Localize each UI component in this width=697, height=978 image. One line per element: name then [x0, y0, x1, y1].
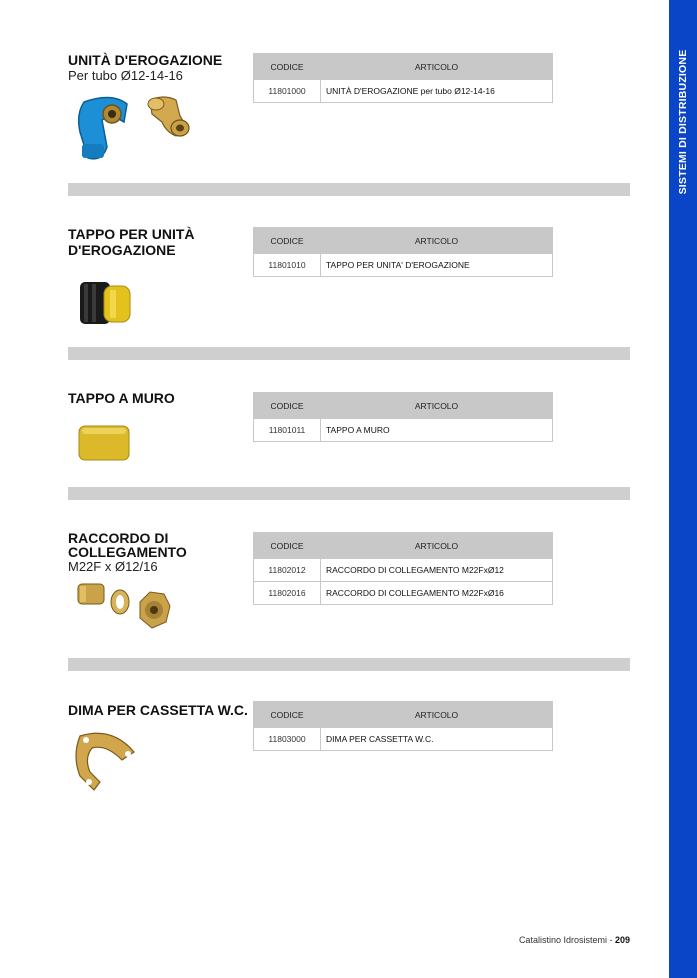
table-row [254, 728, 553, 751]
table-row [254, 419, 553, 442]
table-row [254, 559, 553, 582]
brass-nut-image [140, 592, 170, 628]
col-header-article: ARTICOLO [321, 393, 553, 419]
brass-ring-image [111, 590, 129, 614]
cell-article: DIMA PER CASSETTA W.C. [321, 728, 553, 751]
table-row [254, 254, 553, 277]
product-image-tappo-unita [76, 278, 136, 328]
product-table [253, 532, 553, 605]
cell-code: 11802016 [254, 582, 321, 605]
page-number: 209 [614, 935, 630, 945]
col-header-article: ARTICOLO [321, 533, 553, 559]
product-table [253, 53, 553, 103]
side-tab-label: SISTEMI DI DISTRIBUZIONE [677, 49, 689, 195]
table-row [254, 582, 553, 605]
cell-article: RACCORDO DI COLLEGAMENTO M22FxØ12 [321, 559, 553, 582]
footer-text: Catalistino Idrosistemi - [518, 935, 615, 945]
col-header-code: CODICE [254, 533, 321, 559]
section-title-line2: D'EROGAZIONE [68, 242, 176, 258]
table-row [254, 80, 553, 103]
section-divider [68, 183, 630, 196]
col-header-code: CODICE [254, 54, 321, 80]
cell-code: 11801011 [254, 419, 321, 442]
product-image-unita-erogazione [72, 92, 197, 167]
col-header-article: ARTICOLO [321, 228, 553, 254]
col-header-code: CODICE [254, 228, 321, 254]
section-subtitle: M22F x Ø12/16 [68, 559, 158, 574]
section-title-line1: TAPPO PER UNITÀ [68, 226, 195, 242]
cell-code: 11802012 [254, 559, 321, 582]
product-table [253, 227, 553, 277]
blue-elbow-image [79, 97, 127, 158]
product-image-dima [72, 726, 142, 794]
section-title-line2: COLLEGAMENTO [68, 544, 187, 560]
cell-code: 11803000 [254, 728, 321, 751]
brass-connector-image [78, 584, 104, 604]
section-title: DIMA PER CASSETTA W.C. [68, 702, 248, 718]
product-image-tappo-muro [76, 422, 132, 464]
product-image-raccordo [74, 578, 174, 640]
section-divider [68, 658, 630, 671]
product-table [253, 392, 553, 442]
col-header-code: CODICE [254, 393, 321, 419]
col-header-code: CODICE [254, 702, 321, 728]
cell-code: 11801000 [254, 80, 321, 103]
cell-code: 11801010 [254, 254, 321, 277]
cell-article: UNITÀ D'EROGAZIONE per tubo Ø12-14-16 [321, 80, 553, 103]
col-header-article: ARTICOLO [321, 702, 553, 728]
section-title: UNITÀ D'EROGAZIONE [68, 52, 223, 68]
section-divider [68, 347, 630, 360]
cell-article: TAPPO PER UNITA' D'EROGAZIONE [321, 254, 553, 277]
page-footer [519, 935, 630, 945]
side-tab [669, 0, 697, 978]
section-subtitle: Per tubo Ø12-14-16 [68, 68, 183, 83]
cell-article: RACCORDO DI COLLEGAMENTO M22FxØ16 [321, 582, 553, 605]
section-title: TAPPO A MURO [68, 390, 175, 406]
col-header-article: ARTICOLO [321, 54, 553, 80]
product-table [253, 701, 553, 751]
section-title-line1: RACCORDO DI [68, 530, 169, 546]
cell-article: TAPPO A MURO [321, 419, 553, 442]
brass-elbow-image [148, 97, 189, 136]
section-divider [68, 487, 630, 500]
